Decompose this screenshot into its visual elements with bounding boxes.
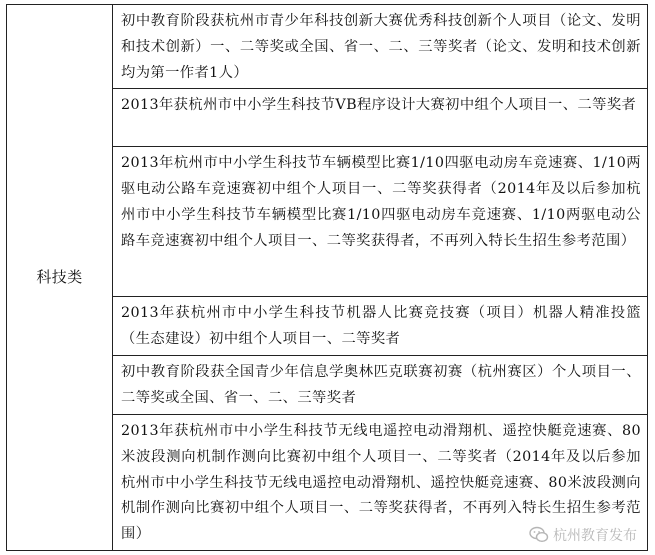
watermark [529,525,637,545]
table-cell: 初中教育阶段获全国青少年信息学奥林匹克联赛初赛（杭州赛区）个人项目一、二等奖或全国、省一、二、三等奖者 [113,356,648,415]
category-cell: 科技类 [7,5,113,551]
table-cell: 初中教育阶段获杭州市青少年科技创新大赛优秀科技创新个人项目（论文、发明和技术创新）一、二等奖或全国、省一、二、三等奖者（论文、发明和技术创新均为第一作者1人） [113,5,648,89]
table-cell: 2013年获杭州市中小学生科技节VB程序设计大赛初中组个人项目一、二等奖者 [113,89,648,147]
table-cell: 2013年获杭州市中小学生科技节机器人比赛竞技赛（项目）机器人精准投篮（生态建设）初中组个人项目一、二等奖者 [113,297,648,356]
wechat-icon [529,526,549,544]
table-cell: 2013年杭州市中小学生科技节车辆模型比赛1/10四驱电动房车竞速赛、1/10两驱电动公路车竞速赛初中组个人项目一、二等奖获得者（2014年及以后参加杭州市中小学生科技节车辆模型比赛1/10四驱电动房车竞速赛、1/10两驱电动公路车竞速赛初中组个人项目一、二等奖获得者，不再列入特长生招生参考范围） [113,147,648,297]
watermark-text: 杭州教育发布 [553,528,637,544]
policy-table [6,4,648,551]
table-cell: 2013年获杭州市中小学生科技节无线电遥控电动滑翔机、遥控快艇竞速赛、80米波段测向机制作测向比赛初中组个人项目一、二等奖者（2014年及以后参加杭州市中小学生科技节无线电遥控电动滑翔机、遥控快艇竞速赛、80米波段测向机制作测向比赛初中组个人项目一、二等奖获得者，不再列入特长生招生参考范围） [113,414,648,550]
table-row [7,5,648,89]
